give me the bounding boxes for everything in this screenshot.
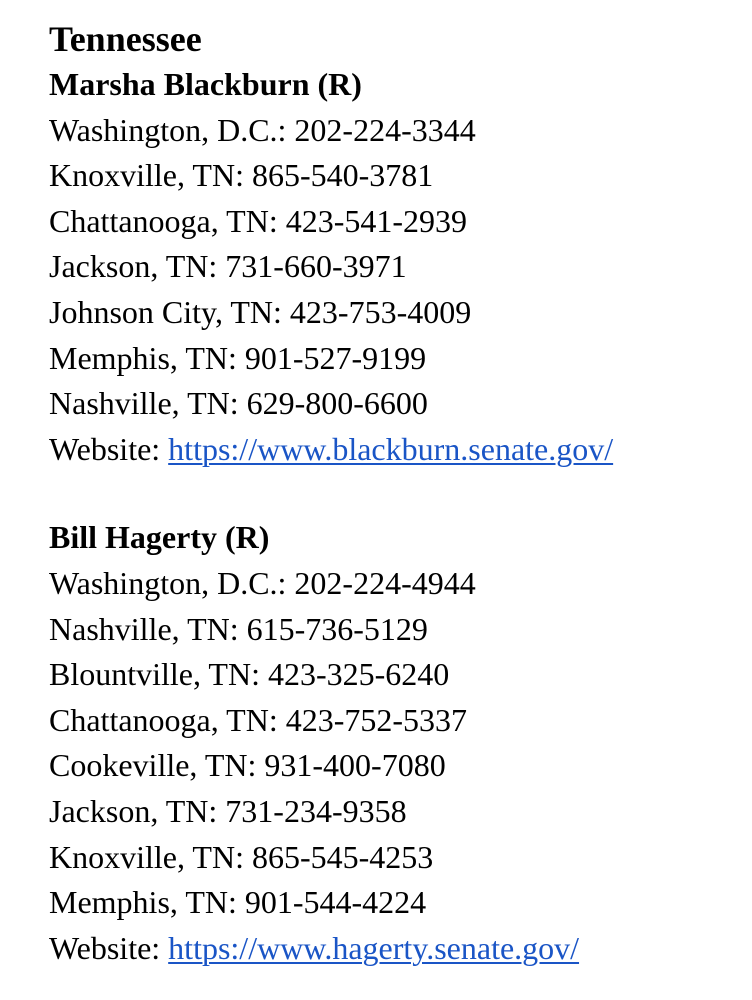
section-spacer xyxy=(49,472,752,515)
office-phone: 731-660-3971 xyxy=(225,248,407,285)
office-location: Chattanooga, TN: xyxy=(49,202,278,239)
office-location: Jackson, TN: xyxy=(49,792,218,829)
website-line xyxy=(49,926,752,972)
office-line xyxy=(49,290,752,336)
office-line xyxy=(49,607,752,653)
office-location: Memphis, TN: xyxy=(49,884,237,921)
office-line xyxy=(49,835,752,881)
office-location: Nashville, TN: xyxy=(49,610,239,647)
office-phone: 901-527-9199 xyxy=(244,339,427,376)
senator-name: Bill Hagerty (R) xyxy=(49,519,270,556)
office-line xyxy=(49,743,752,789)
office-location: Washington, D.C.: xyxy=(49,564,287,601)
office-location: Johnson City, TN: xyxy=(49,293,282,330)
office-location: Jackson, TN: xyxy=(49,248,218,285)
office-line xyxy=(49,698,752,744)
office-phone: 202-224-4944 xyxy=(294,564,476,601)
website-link[interactable]: https://www.blackburn.senate.gov/ xyxy=(168,430,614,467)
office-line xyxy=(49,244,752,290)
office-phone: 865-545-4253 xyxy=(251,838,434,875)
office-phone: 731-234-9358 xyxy=(225,792,407,829)
office-line xyxy=(49,153,752,199)
office-phone: 615-736-5129 xyxy=(246,610,428,647)
office-phone: 901-544-4224 xyxy=(244,884,427,921)
office-line xyxy=(49,880,752,926)
office-location: Memphis, TN: xyxy=(49,339,237,376)
website-line xyxy=(49,427,752,473)
office-location: Nashville, TN: xyxy=(49,385,239,422)
office-location: Knoxville, TN: xyxy=(49,157,244,194)
office-location: Washington, D.C.: xyxy=(49,111,287,148)
website-label: Website: xyxy=(49,929,161,966)
office-phone: 423-541-2939 xyxy=(285,202,468,239)
office-line xyxy=(49,108,752,154)
office-phone: 423-325-6240 xyxy=(267,656,450,693)
office-phone: 423-753-4009 xyxy=(289,293,472,330)
office-line xyxy=(49,789,752,835)
office-phone: 931-400-7080 xyxy=(264,747,446,784)
senator-name: Marsha Blackburn (R) xyxy=(49,66,362,102)
office-location: Chattanooga, TN: xyxy=(49,701,278,738)
office-location: Blountville, TN: xyxy=(49,656,260,693)
state-title: Tennessee xyxy=(49,19,202,59)
website-label: Website: xyxy=(49,430,161,467)
senator-hagerty xyxy=(49,515,752,971)
office-phone: 423-752-5337 xyxy=(285,701,468,738)
office-line xyxy=(49,561,752,607)
office-line xyxy=(49,336,752,382)
website-link[interactable]: https://www.hagerty.senate.gov/ xyxy=(168,929,580,966)
office-location: Knoxville, TN: xyxy=(49,838,244,875)
office-phone: 629-800-6600 xyxy=(246,385,428,422)
office-location: Cookeville, TN: xyxy=(49,747,257,784)
office-line xyxy=(49,381,752,427)
office-phone: 202-224-3344 xyxy=(294,111,476,148)
office-phone: 865-540-3781 xyxy=(251,157,434,194)
office-line xyxy=(49,199,752,245)
senator-blackburn xyxy=(49,62,752,472)
office-line xyxy=(49,652,752,698)
